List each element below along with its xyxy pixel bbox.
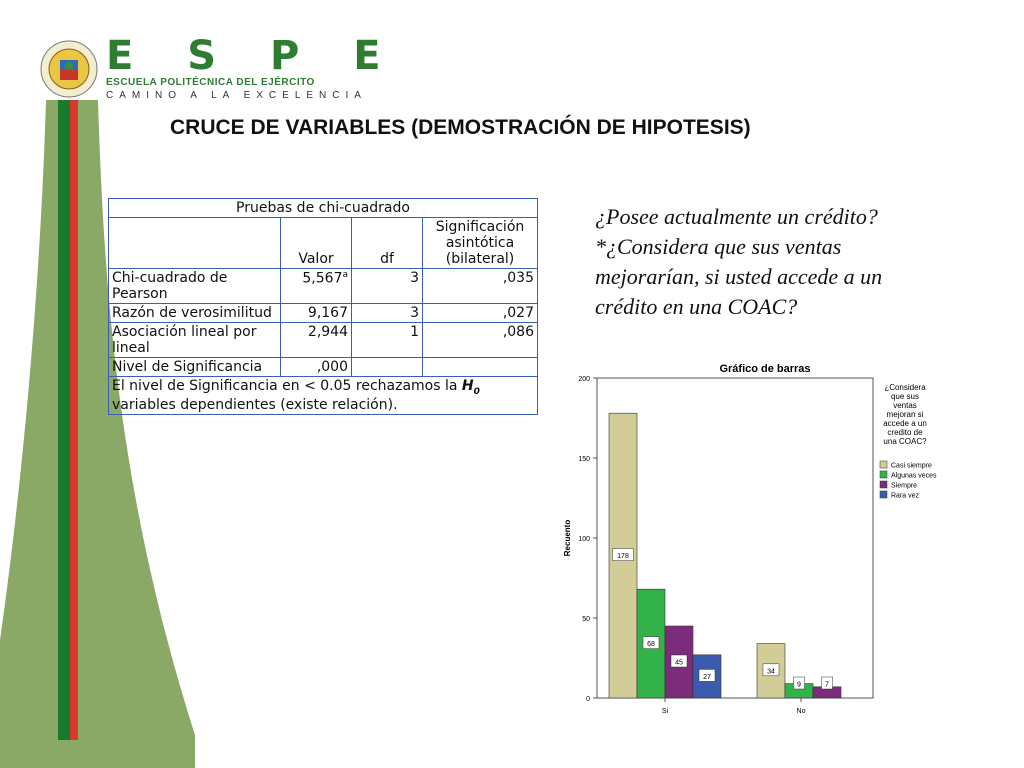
legend-swatch (880, 491, 887, 498)
header-significacion: Significación asintótica (bilateral) (423, 218, 538, 269)
school-motto: CAMINO A LA EXCELENCIA (106, 90, 367, 101)
row-df: 1 (352, 323, 423, 358)
school-name: ESCUELA POLITÉCNICA DEL EJÉRCITO (106, 77, 315, 88)
table-row (109, 323, 538, 358)
row-valor: ,000 (281, 358, 352, 377)
x-tick-label: Si (661, 708, 669, 715)
y-tick-label: 100 (578, 536, 590, 543)
brand-block (106, 33, 401, 101)
survey-question (595, 202, 945, 322)
x-tick-label: No (796, 708, 806, 715)
row-label: Razón de verosimilitud (109, 304, 281, 323)
table-footer-note: El nivel de Significancia en < 0.05 rechazamos la $H_0$ variables dependientes (existe relación). (109, 377, 538, 415)
data-label: 34 (767, 668, 775, 676)
slide-title: CRUCE DE VARIABLES (DEMOSTRACIÓN DE HIPOTESIS) (170, 116, 751, 139)
row-df: 3 (352, 269, 423, 304)
y-tick-label: 50 (582, 616, 590, 623)
y-axis-label: Recuento (563, 519, 572, 557)
legend-swatch (880, 481, 887, 488)
legend-swatch (880, 461, 887, 468)
legend-label: Algunas veces (891, 472, 937, 480)
legend-label: Rara vez (891, 492, 920, 500)
data-label: 7 (825, 681, 829, 689)
header-blank (109, 218, 281, 269)
question-line-1: ¿Posee actualmente un crédito? (595, 204, 878, 229)
row-sig-empty (423, 358, 538, 377)
bar-chart (555, 355, 955, 725)
chart-title: Gráfico de barras (719, 363, 811, 375)
chi-square-table (108, 198, 538, 415)
data-label: 27 (703, 673, 711, 681)
header-df: df (352, 218, 423, 269)
data-label: 45 (675, 659, 683, 667)
header-valor: Valor (281, 218, 352, 269)
brand-letters: E S P E (106, 33, 401, 79)
row-sig: ,027 (423, 304, 538, 323)
row-valor: 2,944 (281, 323, 352, 358)
legend-swatch (880, 471, 887, 478)
y-tick-label: 200 (578, 376, 590, 383)
row-df: 3 (352, 304, 423, 323)
table-row (109, 304, 538, 323)
row-sig: ,035 (423, 269, 538, 304)
table-caption: Pruebas de chi-cuadrado (109, 199, 538, 218)
table-row (109, 269, 538, 304)
row-label: Nivel de Significancia (109, 358, 281, 377)
y-tick-label: 150 (578, 456, 590, 463)
espe-seal-logo (40, 40, 98, 98)
question-line-2: *¿Considera que sus ventas mejorarían, si usted accede a un crédito en una COAC? (595, 234, 883, 319)
legend-title: ¿Considera que sus ventas mejoran si accede a un credito de una COAC? (883, 383, 927, 446)
legend-label: Siempre (891, 482, 918, 490)
row-label: Asociación lineal por lineal (109, 323, 281, 358)
legend-label: Casi siempre (891, 462, 932, 470)
row-sig: ,086 (423, 323, 538, 358)
row-valor: 5,567$^a$ (281, 269, 352, 304)
row-df-empty (352, 358, 423, 377)
row-label: Chi-cuadrado de Pearson (109, 269, 281, 304)
data-label: 9 (797, 681, 801, 689)
table-row (109, 358, 538, 377)
data-label: 178 (617, 553, 629, 561)
y-tick-label: 0 (586, 696, 590, 703)
data-label: 68 (647, 641, 655, 649)
row-valor: 9,167 (281, 304, 352, 323)
